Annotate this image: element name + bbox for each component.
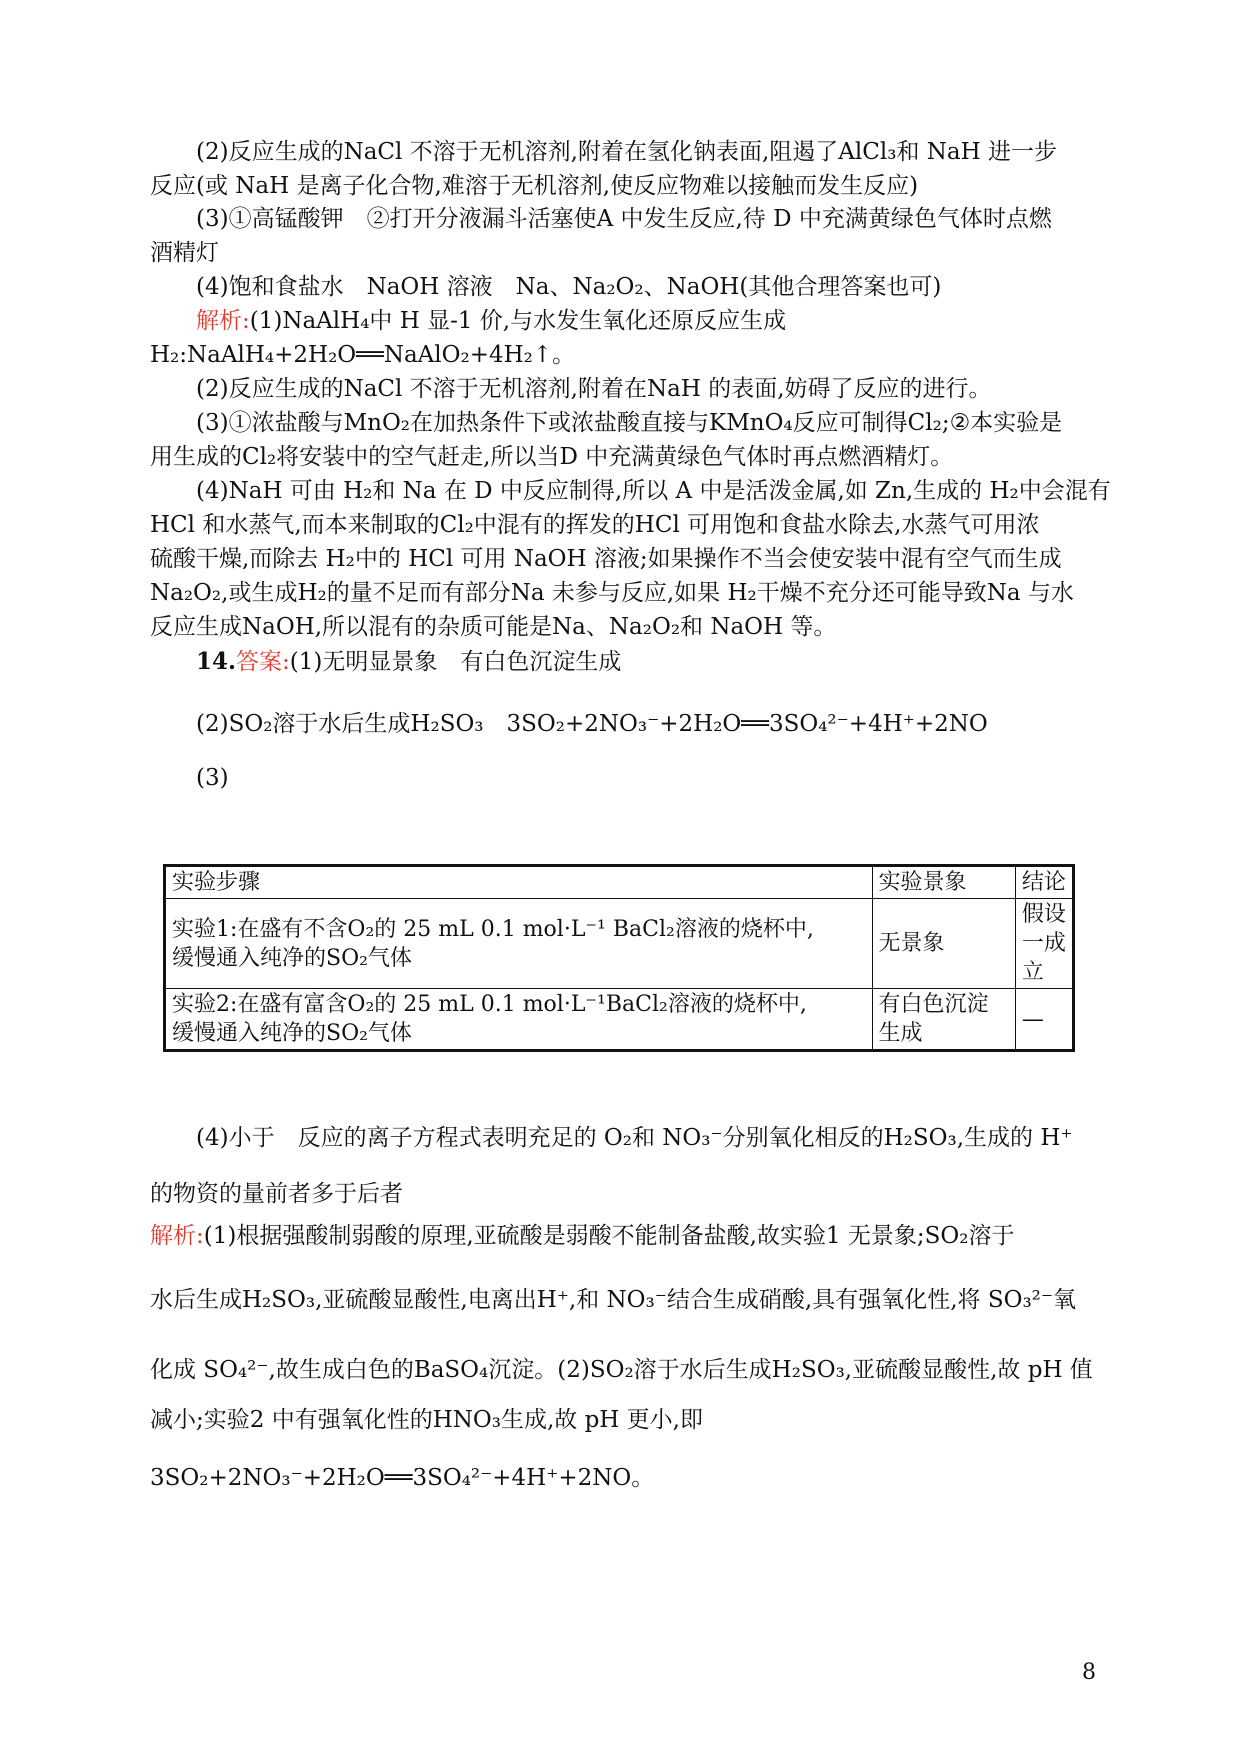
answer-label: 答案: bbox=[236, 649, 290, 675]
text-line: (2)SO₂溶于水后生成H₂SO₃ 3SO₂+2NO₃⁻+2H₂O══3SO₄²⁻+4H⁺+2NO bbox=[196, 711, 988, 737]
cell-text-line: 缓慢通入纯净的SO₂气体 bbox=[172, 1021, 412, 1046]
table-cell: — bbox=[1015, 989, 1073, 1051]
table-row bbox=[165, 989, 1074, 1051]
text-line: (3) bbox=[196, 765, 229, 791]
experiment-table bbox=[163, 864, 1075, 1052]
table-header: 实验步骤 bbox=[165, 866, 873, 899]
text-span: (1)根据强酸制弱酸的原理,亚硫酸是弱酸不能制备盐酸,故实验1 无景象;SO₂溶于 bbox=[203, 1223, 1015, 1249]
text-span: (1)NaAlH₄中 H 显-1 价,与水发生氧化还原反应生成 bbox=[249, 308, 787, 334]
table-cell bbox=[165, 989, 873, 1051]
text-line: 3SO₂+2NO₃⁻+2H₂O══3SO₄²⁻+4H⁺+2NO。 bbox=[150, 1465, 655, 1491]
text-line: 用生成的Cl₂将安装中的空气赶走,所以当D 中充满黄绿色气体时再点燃酒精灯。 bbox=[150, 444, 954, 470]
cell-text-line: 缓慢通入纯净的SO₂气体 bbox=[172, 945, 412, 971]
text-line: 水后生成H₂SO₃,亚硫酸显酸性,电离出H⁺,和 NO₃⁻结合生成硝酸,具有强氧化性,将 SO₃²⁻氧 bbox=[150, 1287, 1077, 1313]
question-number: 14. bbox=[196, 648, 237, 675]
page-number: 8 bbox=[1082, 1660, 1096, 1685]
analysis-line bbox=[150, 1220, 1090, 1252]
table-row bbox=[165, 899, 1074, 989]
text-line: 硫酸干燥,而除去 H₂中的 HCl 可用 NaOH 溶液;如果操作不当会使安装中混有空气而生成 bbox=[150, 546, 1062, 572]
text-line: (3)①浓盐酸与MnO₂在加热条件下或浓盐酸直接与KMnO₄反应可制得Cl₂;②本实验是 bbox=[196, 410, 1063, 436]
text-line: 减小;实验2 中有强氧化性的HNO₃生成,故 pH 更小,即 bbox=[150, 1407, 703, 1433]
table-cell: 有白色沉淀生成 bbox=[872, 989, 1015, 1051]
text-line: Na₂O₂,或生成H₂的量不足而有部分Na 未参与反应,如果 H₂干燥不充分还可能导致Na 与水 bbox=[150, 580, 1074, 606]
text-line: 化成 SO₄²⁻,故生成白色的BaSO₄沉淀。(2)SO₂溶于水后生成H₂SO₃,亚硫酸显酸性,故 pH 值 bbox=[150, 1357, 1093, 1383]
text-line: 反应(或 NaH 是离子化合物,难溶于无机溶剂,使反应物难以接触而发生反应) bbox=[150, 173, 919, 199]
text-line: (3)①高锰酸钾 ②打开分液漏斗活塞使A 中发生反应,待 D 中充满黄绿色气体时点燃 bbox=[196, 206, 1052, 232]
text-line: (4)饱和食盐水 NaOH 溶液 Na、Na₂O₂、NaOH(其他合理答案也可) bbox=[196, 274, 942, 300]
analysis-label: 解析: bbox=[196, 308, 250, 334]
text-line: HCl 和水蒸气,而本来制取的Cl₂中混有的挥发的HCl 可用饱和食盐水除去,水蒸气可用浓 bbox=[150, 512, 1040, 538]
cell-text-line: 实验2:在盛有富含O₂的 25 mL 0.1 mol·L⁻¹BaCl₂溶液的烧杯中, bbox=[172, 992, 807, 1017]
text-line: 酒精灯 bbox=[150, 240, 219, 266]
text-line: (4)NaH 可由 H₂和 Na 在 D 中反应制得,所以 A 中是活泼金属,如 Zn,生成的 H₂中会混有 bbox=[196, 478, 1111, 504]
analysis-line bbox=[196, 305, 1136, 337]
text-line: 反应生成NaOH,所以混有的杂质可能是Na、Na₂O₂和 NaOH 等。 bbox=[150, 614, 837, 640]
table-cell: 假设一成立 bbox=[1015, 899, 1073, 989]
text-line: (2)反应生成的NaCl 不溶于无机溶剂,附着在NaH 的表面,妨碍了反应的进行。 bbox=[196, 376, 992, 402]
cell-text-line: 实验1:在盛有不含O₂的 25 mL 0.1 mol·L⁻¹ BaCl₂溶液的烧杯中, bbox=[172, 916, 814, 942]
text-line: (4)小于 反应的离子方程式表明充足的 O₂和 NO₃⁻分别氧化相反的H₂SO₃,生成的 H⁺ bbox=[196, 1125, 1073, 1151]
text-line: (2)反应生成的NaCl 不溶于无机溶剂,附着在氢化钠表面,阻遏了AlCl₃和 NaH 进一步 bbox=[196, 139, 1057, 165]
text-span: (1)无明显景象 有白色沉淀生成 bbox=[289, 649, 622, 675]
table-header: 结论 bbox=[1015, 866, 1073, 899]
table-cell bbox=[165, 899, 873, 989]
table-header: 实验景象 bbox=[872, 866, 1015, 899]
text-line: 的物资的量前者多于后者 bbox=[150, 1181, 403, 1207]
table-cell: 无景象 bbox=[872, 899, 1015, 989]
question-14-answer bbox=[196, 646, 1136, 678]
text-line: H₂:NaAlH₄+2H₂O══NaAlO₂+4H₂↑。 bbox=[150, 342, 576, 368]
table-header-row bbox=[165, 866, 1074, 899]
analysis-label: 解析: bbox=[150, 1223, 204, 1249]
